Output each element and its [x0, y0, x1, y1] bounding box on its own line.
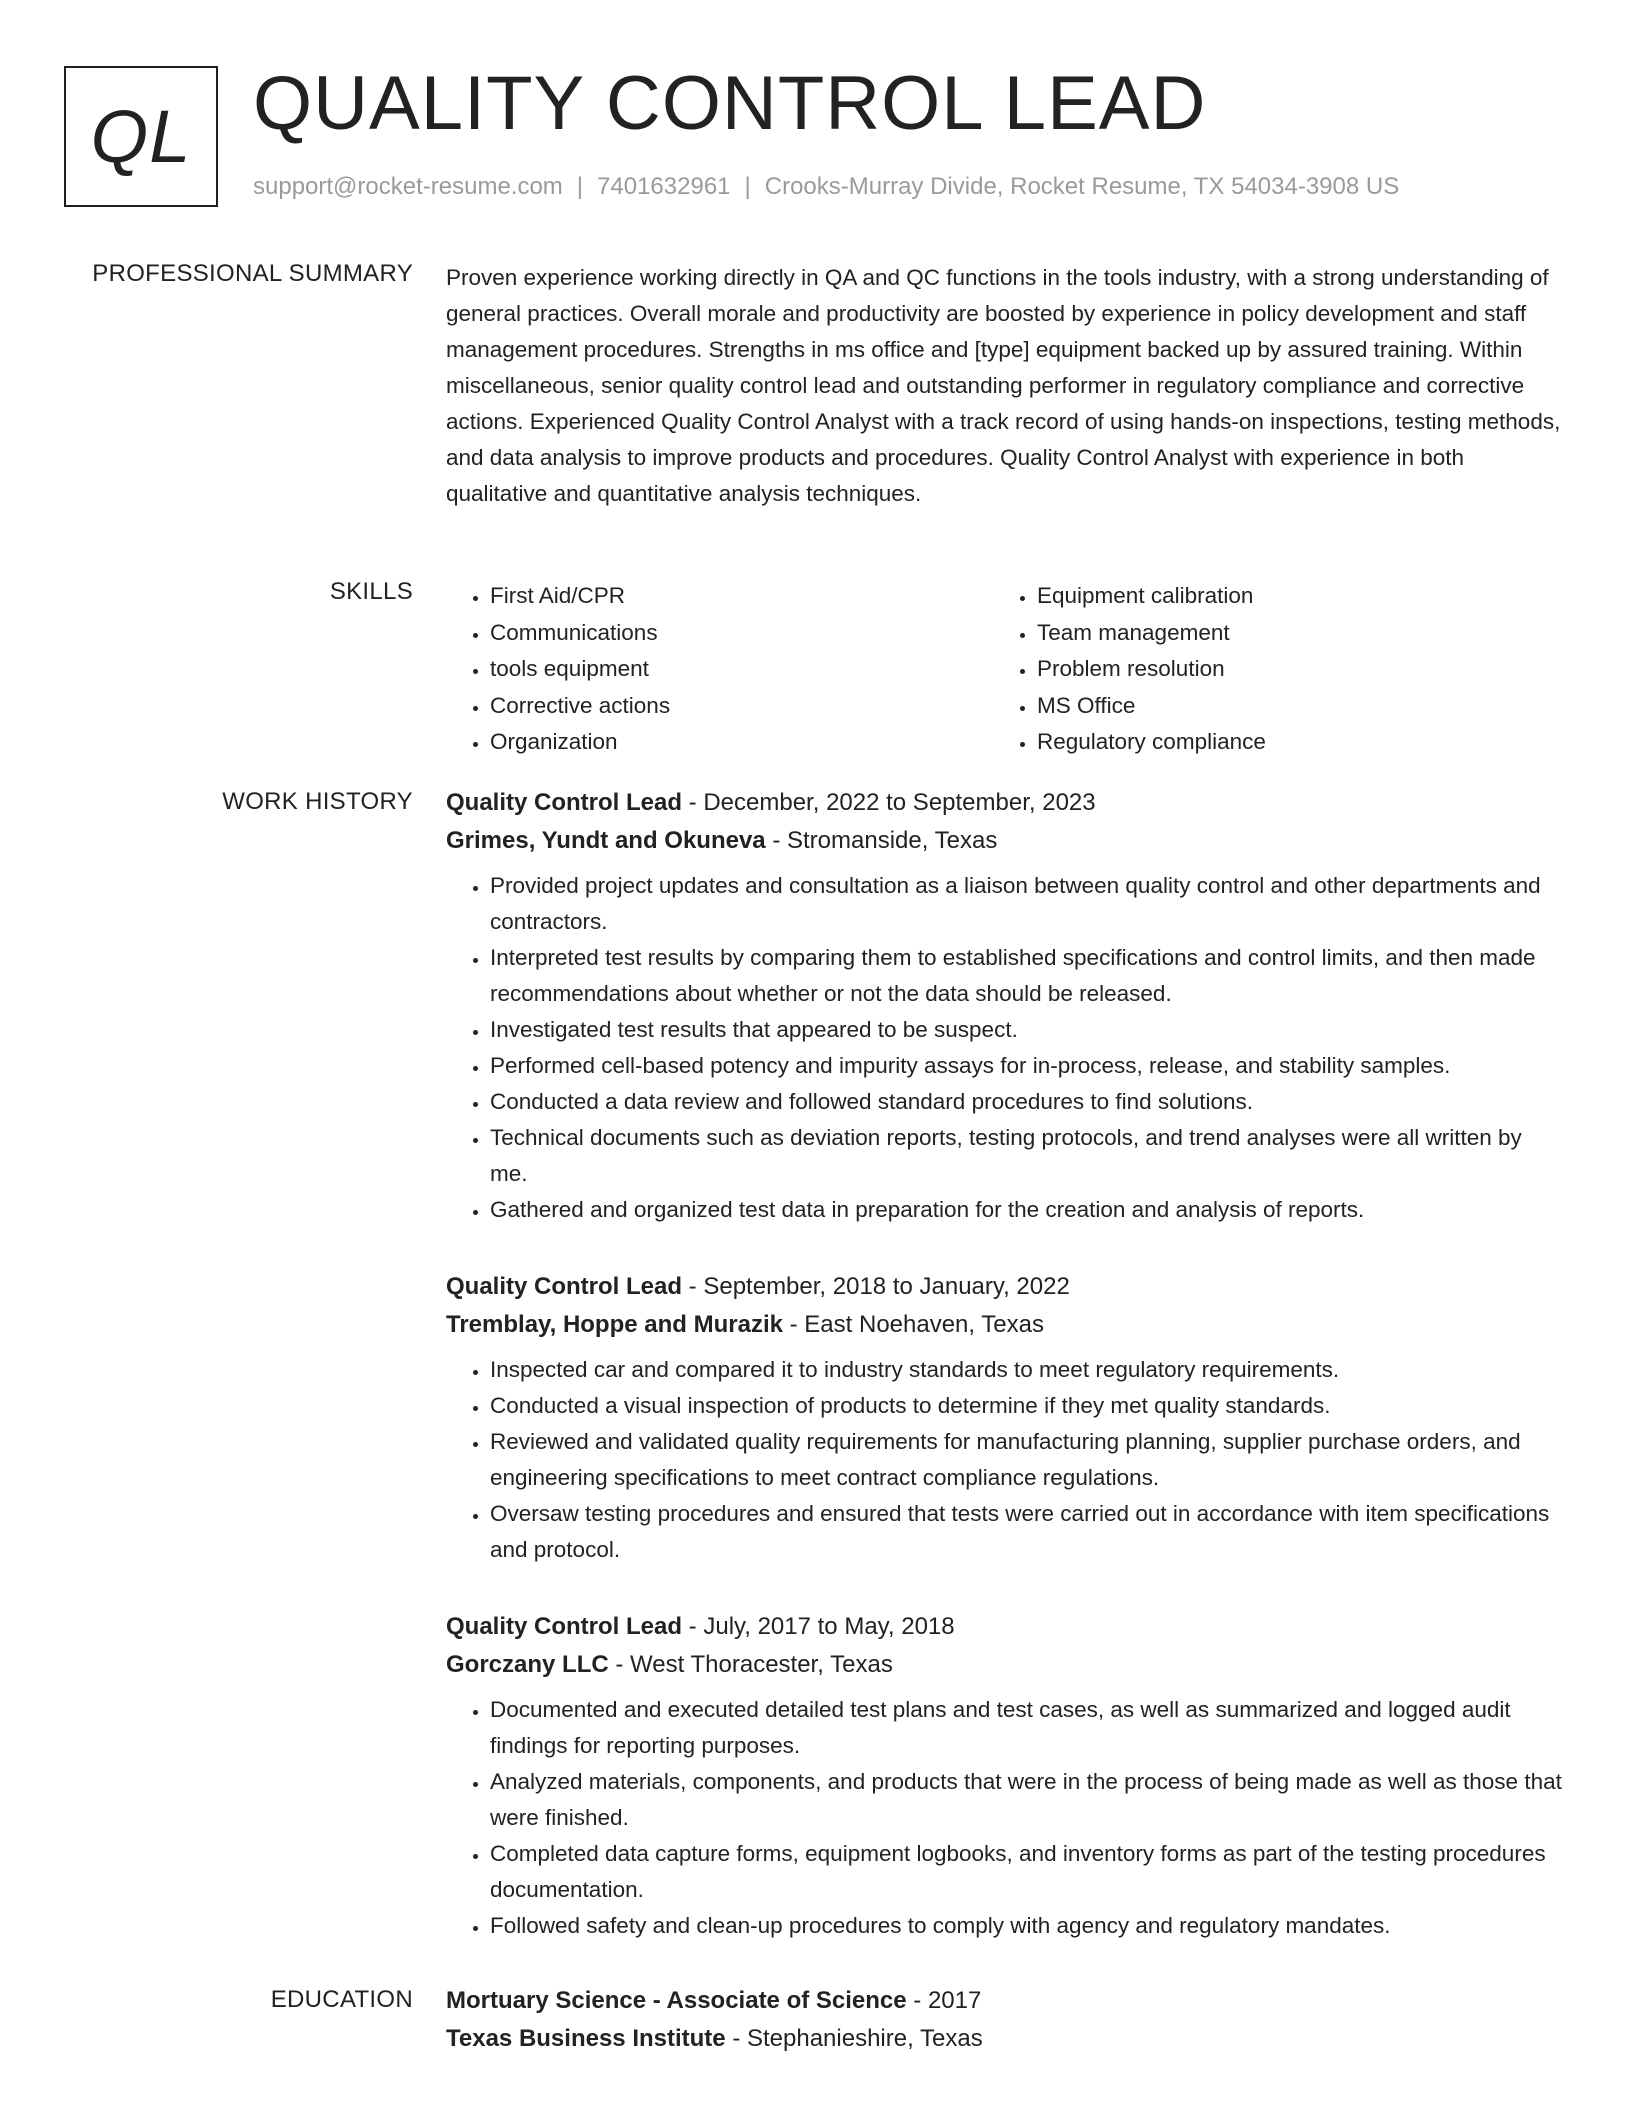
- skill-item: • Organization: [490, 724, 993, 761]
- job-bullet: • Conducted a data review and followed standard procedures to find solutions.: [490, 1084, 1564, 1120]
- job-company: Tremblay, Hoppe and Murazik: [446, 1311, 783, 1338]
- job-bullet: • Conducted a visual inspection of products to determine if they met quality standards.: [490, 1388, 1564, 1424]
- skills-label: SKILLS: [329, 578, 413, 605]
- job-bullets: [446, 1692, 1564, 1944]
- skills-list-left: [446, 578, 993, 761]
- job-bullet: • Provided project updates and consultation as a liaison between quality control and other departments and contractors.: [490, 868, 1564, 940]
- education-year: - 2017: [906, 1987, 982, 2014]
- job-title-line: [446, 784, 1564, 822]
- job-bullet: • Documented and executed detailed test plans and test cases, as well as summarized and logged audit findings for reporting purposes.: [490, 1692, 1564, 1764]
- job-location: - East Noehaven, Texas: [782, 1311, 1045, 1338]
- page-title: QUALITY CONTROL LEAD: [253, 61, 1207, 146]
- skills-grid: [446, 578, 1564, 761]
- job-bullets: [446, 1352, 1564, 1568]
- skill-item: • MS Office: [1037, 688, 1540, 725]
- job-entry: [446, 784, 1564, 1228]
- education-school-line: [446, 2020, 1564, 2058]
- job-location: - Stromanside, Texas: [765, 827, 998, 854]
- contact-separator: |: [576, 173, 584, 200]
- skill-item: • tools equipment: [490, 651, 993, 688]
- job-dates: - September, 2018 to January, 2022: [682, 1273, 1070, 1300]
- resume-header: [64, 61, 1564, 211]
- education-degree: Mortuary Science - Associate of Science: [446, 1987, 907, 2014]
- job-bullet: • Inspected car and compared it to industry standards to meet regulatory requirements.: [490, 1352, 1564, 1388]
- job-title-line: [446, 1268, 1564, 1306]
- summary-text: Proven experience working directly in QA and QC functions in the tools industry, with a strong understanding of general practices. Overall morale and productivity are boosted by experience in policy development and staff management procedures. Strengths in ms office and [type] equipment backed up by assured training. Within miscellaneous, senior quality control lead and outstanding performer in regulatory compliance and corrective actions. Experienced Quality Control Analyst with a track record of using hands-on inspections, testing methods, and data analysis to improve products and procedures. Quality Control Analyst with experience in both qualitative and quantitative analysis techniques.: [446, 265, 1561, 506]
- education-label: EDUCATION: [270, 1986, 413, 2013]
- job-company: Gorczany LLC: [446, 1651, 609, 1678]
- job-company-line: [446, 1306, 1564, 1344]
- skill-item: • Corrective actions: [490, 688, 993, 725]
- summary-label: PROFESSIONAL SUMMARY: [92, 260, 413, 287]
- job-title: Quality Control Lead: [446, 1613, 683, 1640]
- job-bullet: • Oversaw testing procedures and ensured that tests were carried out in accordance with item specifications and protocol.: [490, 1496, 1564, 1568]
- job-company-line: [446, 1646, 1564, 1684]
- skills-body: [446, 578, 1564, 761]
- job-company-line: [446, 822, 1564, 860]
- skill-item: • Problem resolution: [1037, 651, 1540, 688]
- job-bullet: • Performed cell-based potency and impurity assays for in-process, release, and stability samples.: [490, 1048, 1564, 1084]
- job-title: Quality Control Lead: [446, 789, 683, 816]
- contact-email: support@rocket-resume.com: [253, 173, 563, 200]
- skill-item: • Team management: [1037, 615, 1540, 652]
- contact-separator: |: [744, 173, 751, 200]
- education-school: Texas Business Institute: [446, 2025, 726, 2052]
- contact-address: Crooks-Murray Divide, Rocket Resume, TX 54034-3908 US: [764, 173, 1400, 200]
- skill-item: • Communications: [490, 615, 993, 652]
- contact-info: [253, 173, 1399, 201]
- job-bullet: • Completed data capture forms, equipment logbooks, and inventory forms as part of the testing procedures documentation.: [490, 1836, 1564, 1908]
- job-dates: - July, 2017 to May, 2018: [682, 1613, 955, 1640]
- work-history-label: WORK HISTORY: [222, 788, 413, 815]
- job-bullet: • Followed safety and clean-up procedures to comply with agency and regulatory mandates.: [490, 1908, 1564, 1944]
- job-bullet: • Reviewed and validated quality requirements for manufacturing planning, supplier purchase orders, and engineering specifications to meet contract compliance regulations.: [490, 1424, 1564, 1496]
- monogram-logo: QL: [64, 66, 218, 207]
- education-degree-line: [446, 1982, 1564, 2020]
- job-location: - West Thoracester, Texas: [608, 1651, 893, 1678]
- skill-item: • Regulatory compliance: [1037, 724, 1540, 761]
- summary-body: [446, 260, 1564, 512]
- job-bullets: [446, 868, 1564, 1228]
- job-title-line: [446, 1608, 1564, 1646]
- education-body: [446, 1982, 1564, 2058]
- skills-list-right: [993, 578, 1540, 761]
- job-dates: - December, 2022 to September, 2023: [682, 789, 1096, 816]
- job-entry: [446, 1608, 1564, 1944]
- job-bullet: • Analyzed materials, components, and products that were in the process of being made as well as those that were finished.: [490, 1764, 1564, 1836]
- job-title: Quality Control Lead: [446, 1273, 683, 1300]
- skill-item: • Equipment calibration: [1037, 578, 1540, 615]
- education-location: - Stephanieshire, Texas: [725, 2025, 983, 2052]
- job-bullet: • Gathered and organized test data in preparation for the creation and analysis of reports.: [490, 1192, 1564, 1228]
- contact-phone: 7401632961: [597, 173, 731, 200]
- job-bullet: • Investigated test results that appeared to be suspect.: [490, 1012, 1564, 1048]
- job-bullet: • Interpreted test results by comparing them to established specifications and control limits, and then made recommendations about whether or not the data should be released.: [490, 940, 1564, 1012]
- job-bullet: • Technical documents such as deviation reports, testing protocols, and trend analyses were all written by me.: [490, 1120, 1564, 1192]
- skill-item: • First Aid/CPR: [490, 578, 993, 615]
- job-company: Grimes, Yundt and Okuneva: [446, 827, 766, 854]
- job-entry: [446, 1268, 1564, 1568]
